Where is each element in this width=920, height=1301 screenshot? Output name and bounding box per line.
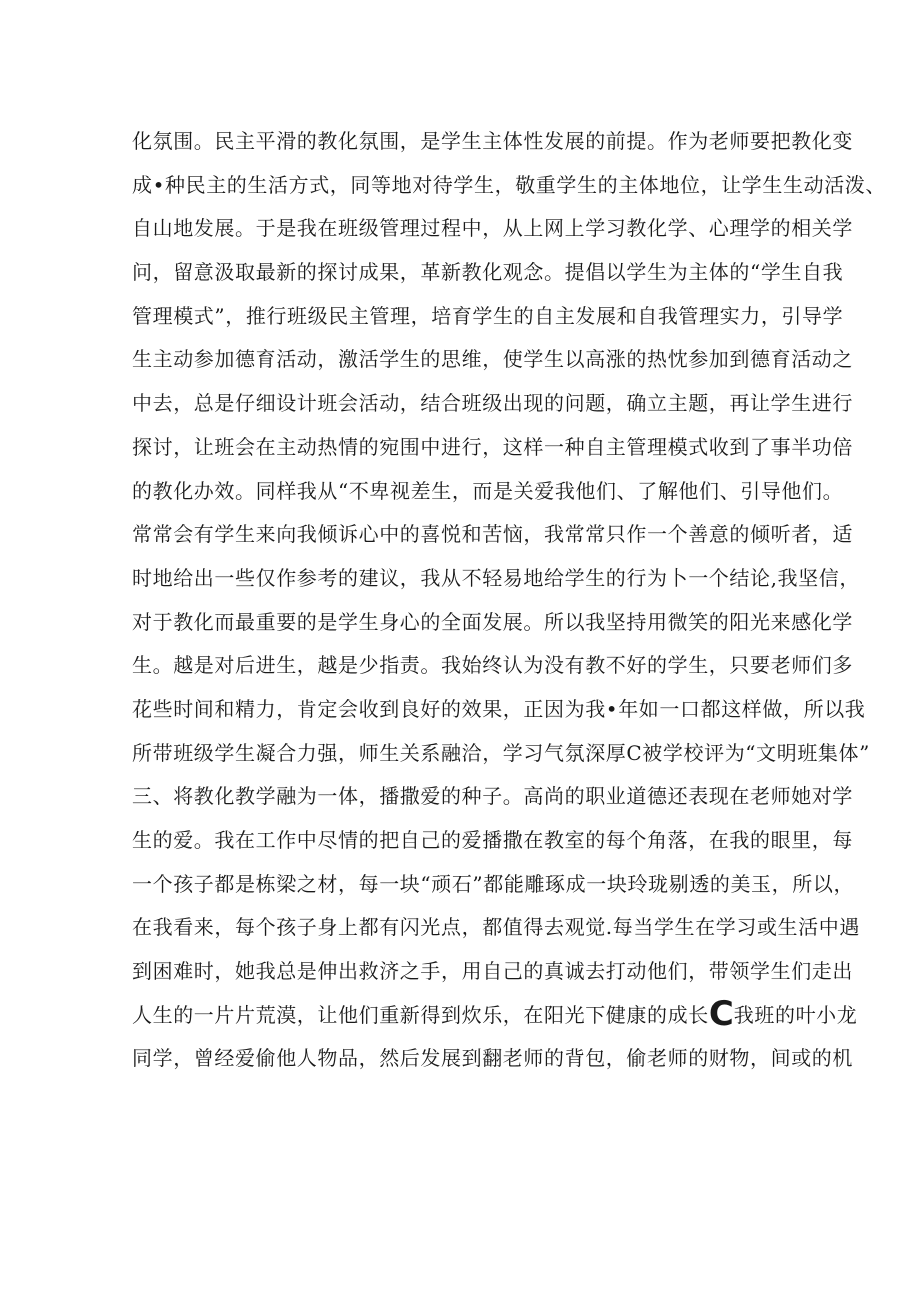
body-text — [132, 120, 886, 1081]
text-line: 管理模式”，推行班级民主管理，培育学生的自主发展和自我管理实力，引导学 — [132, 303, 844, 328]
text-line: 的教化办效。同样我从“不卑视差生，而是关爱我他们、了解他们、引导他们。 — [132, 478, 844, 503]
large-c-glyph: C — [708, 993, 734, 1034]
text-line: 成•种民主的生活方式，同等地对待学生，敬重学生的主体地位，让学生生动活泼、 — [132, 172, 886, 197]
text-line: 生主动参加德育活动，激活学生的思维，使学生以高涨的热忱参加到德育活动之 — [132, 347, 853, 372]
text-line: 到困难时，她我总是伸出救济之手，用自己的真诚去打动他们，带领学生们走出 — [132, 959, 853, 984]
text-segment: 我班的叶小龙 — [733, 1002, 858, 1027]
text-line: 问，留意汲取最新的探讨成果，革新教化观念。提倡以学生为主体的“学生自我 — [132, 260, 844, 285]
text-line: 对于教化而最重要的是学生身心的全面发展。所以我坚持用微笑的阳光来感化学 — [132, 609, 853, 634]
text-line: 自山地发展。于是我在班级管理过程中，从上网上学习教化学、心理学的相关学 — [132, 216, 853, 241]
text-line: 化氛围。民主平滑的教化氛围，是学生主体性发展的前提。作为老师要把教化变 — [132, 129, 853, 153]
text-segment: 人生的一片片荒漠，让他们重新得到炊乐，在阳光下健康的成长 — [132, 1002, 709, 1027]
text-line: 中去，总是仔细设计班会活动，结合班级出现的问题，确立主题，再让学生进行 — [132, 391, 853, 416]
text-line: 所带班级学生凝合力强，师生关系融洽，学习气氛深厚C被学校评为“文明班集体” — [132, 740, 870, 765]
text-line: 生的爱。我在工作中尽情的把自己的爱播撒在教室的每个角落，在我的眼里，每 — [132, 828, 853, 852]
text-line: 时地给出一些仅作参考的建议，我从不轻易地给学生的行为卜一个结论,我坚信， — [132, 565, 860, 590]
text-line-with-large-c — [132, 993, 858, 1038]
text-line: 三、将教化教学融为一体，播撒爱的种子。高尚的职业道德还表现在老师她对学 — [132, 784, 853, 809]
text-line: 探讨，让班会在主动热情的宛围中进行，这样一种自主管理模式收到了事半功倍 — [132, 434, 853, 459]
text-line: 同学，曾经爱偷他人物品，然后发展到翻老师的背包，偷老师的财物，间或的机 — [132, 1046, 853, 1071]
text-line: 常常会有学生来向我倾诉心中的喜悦和苦恼，我常常只作一个善意的倾听者，适 — [132, 522, 853, 547]
text-line: 一个孩子都是栋梁之材，每一块“顽石”都能雕琢成一块玲珑剔透的美玉，所以， — [132, 871, 855, 896]
text-line: 生。越是对后进生，越是少指责。我始终认为没有教不好的学生，只要老师们多 — [132, 653, 853, 678]
text-line: 在我看来，每个孩子身上都有闪光点，都值得去观觉.每当学生在学习或生活中遇 — [132, 915, 860, 940]
text-line: 花些时间和精力，肯定会收到良好的效果，正因为我•年如一口都这样做，所以我 — [132, 696, 866, 721]
